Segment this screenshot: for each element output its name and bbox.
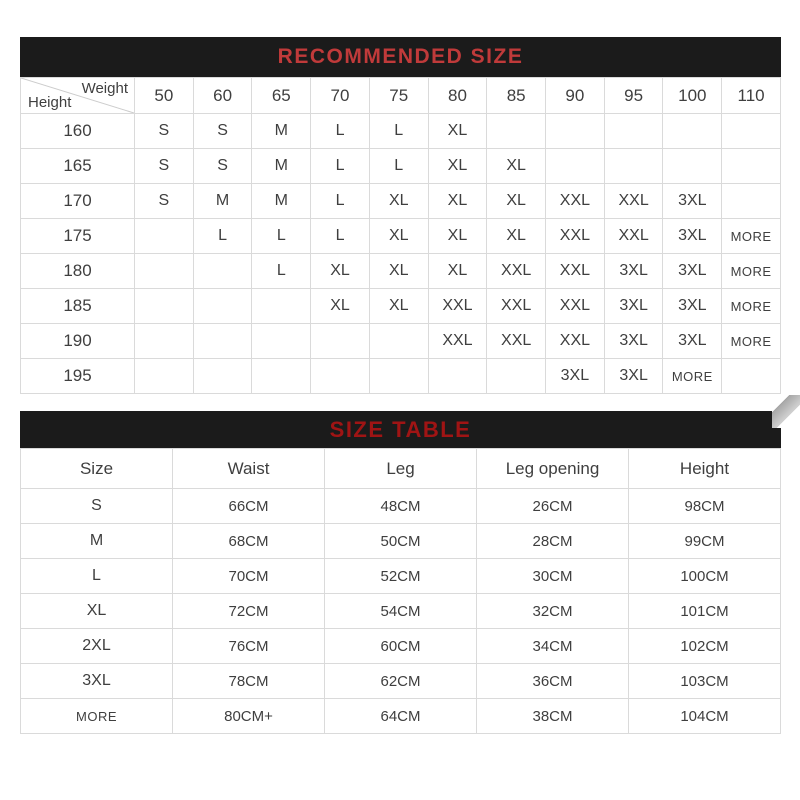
measurement-cell: 64CM <box>325 699 477 734</box>
size-row-header: 3XL <box>21 664 173 699</box>
size-table-column-header: Height <box>629 449 781 489</box>
size-cell <box>604 114 663 149</box>
height-row-header: 175 <box>21 219 135 254</box>
height-row <box>21 219 781 254</box>
measurement-cell: 104CM <box>629 699 781 734</box>
recommended-size-head <box>21 78 781 114</box>
size-cell <box>193 324 252 359</box>
size-table-title-bar <box>20 411 781 448</box>
measurement-cell: 54CM <box>325 594 477 629</box>
weight-column-header: 110 <box>722 78 781 114</box>
weight-column-header: 70 <box>311 78 370 114</box>
size-cell <box>722 149 781 184</box>
size-cell <box>369 359 428 394</box>
size-cell: XXL <box>487 289 546 324</box>
size-cell <box>252 324 311 359</box>
size-cell <box>135 324 194 359</box>
size-cell: XXL <box>546 219 605 254</box>
height-row-header: 165 <box>21 149 135 184</box>
size-cell: XXL <box>428 324 487 359</box>
size-cell <box>663 114 722 149</box>
measurement-cell: 72CM <box>173 594 325 629</box>
size-cell <box>135 289 194 324</box>
size-cell: XL <box>487 219 546 254</box>
size-cell: L <box>311 219 370 254</box>
size-cell: 3XL <box>604 324 663 359</box>
measurement-cell: 30CM <box>477 559 629 594</box>
size-cell: L <box>252 219 311 254</box>
size-cell: L <box>311 114 370 149</box>
size-cell <box>135 254 194 289</box>
size-cell: XXL <box>604 219 663 254</box>
size-cell: L <box>311 184 370 219</box>
size-cell <box>546 149 605 184</box>
size-cell: XL <box>428 114 487 149</box>
measurement-cell: 50CM <box>325 524 477 559</box>
size-cell: XL <box>369 219 428 254</box>
measurement-cell: 102CM <box>629 629 781 664</box>
size-cell <box>135 219 194 254</box>
size-cell <box>311 324 370 359</box>
size-cell <box>135 359 194 394</box>
size-cell: XL <box>428 149 487 184</box>
size-table-row <box>21 594 781 629</box>
measurement-cell: 32CM <box>477 594 629 629</box>
size-cell: M <box>252 184 311 219</box>
measurement-cell: 70CM <box>173 559 325 594</box>
size-row-header: L <box>21 559 173 594</box>
size-cell: XL <box>428 219 487 254</box>
size-cell <box>428 359 487 394</box>
size-cell <box>193 254 252 289</box>
size-cell: MORE <box>722 219 781 254</box>
size-cell: XL <box>487 184 546 219</box>
height-row <box>21 184 781 219</box>
size-cell <box>487 114 546 149</box>
size-cell: 3XL <box>663 184 722 219</box>
size-table-column-header: Leg opening <box>477 449 629 489</box>
recommended-size-title: RECOMMENDED SIZE <box>277 45 524 68</box>
measurement-cell: 99CM <box>629 524 781 559</box>
size-cell: XL <box>369 289 428 324</box>
recommended-size-body <box>21 114 781 394</box>
corner-weight-label: Weight <box>81 80 128 97</box>
size-table-head <box>21 449 781 489</box>
height-row-header: 190 <box>21 324 135 359</box>
size-cell: 3XL <box>604 254 663 289</box>
measurement-cell: 34CM <box>477 629 629 664</box>
size-cell: XXL <box>546 289 605 324</box>
size-cell: XXL <box>546 184 605 219</box>
size-cell <box>663 149 722 184</box>
size-cell: MORE <box>722 254 781 289</box>
height-row <box>21 324 781 359</box>
recommended-size-table <box>20 77 781 394</box>
size-cell: L <box>311 149 370 184</box>
measurement-cell: 28CM <box>477 524 629 559</box>
size-cell: XL <box>369 184 428 219</box>
size-cell: M <box>193 184 252 219</box>
size-cell: XL <box>428 184 487 219</box>
height-weight-corner-cell <box>21 78 135 114</box>
measurement-cell: 36CM <box>477 664 629 699</box>
size-cell: MORE <box>722 324 781 359</box>
size-cell: MORE <box>722 289 781 324</box>
size-table-row <box>21 559 781 594</box>
size-table-column-header: Leg <box>325 449 477 489</box>
size-cell: XL <box>311 289 370 324</box>
weight-column-header: 65 <box>252 78 311 114</box>
size-cell: XXL <box>546 324 605 359</box>
weight-column-header: 80 <box>428 78 487 114</box>
measurement-cell: 103CM <box>629 664 781 699</box>
measurement-cell: 48CM <box>325 489 477 524</box>
size-cell <box>252 359 311 394</box>
height-row <box>21 149 781 184</box>
size-row-header: S <box>21 489 173 524</box>
height-row <box>21 289 781 324</box>
measurement-cell: 52CM <box>325 559 477 594</box>
size-cell <box>193 289 252 324</box>
size-cell: XL <box>311 254 370 289</box>
measurement-cell: 78CM <box>173 664 325 699</box>
measurement-cell: 66CM <box>173 489 325 524</box>
size-cell: XL <box>487 149 546 184</box>
height-row-header: 185 <box>21 289 135 324</box>
size-cell: XXL <box>487 254 546 289</box>
size-cell <box>722 184 781 219</box>
weight-column-header: 60 <box>193 78 252 114</box>
size-cell: L <box>369 114 428 149</box>
height-row-header: 170 <box>21 184 135 219</box>
size-table <box>20 448 781 734</box>
size-cell: S <box>135 114 194 149</box>
measurement-cell: 76CM <box>173 629 325 664</box>
size-cell: 3XL <box>604 359 663 394</box>
size-row-header: 2XL <box>21 629 173 664</box>
size-cell: 3XL <box>604 289 663 324</box>
page-fold-artifact <box>772 395 800 428</box>
size-cell: S <box>135 184 194 219</box>
weight-column-header: 90 <box>546 78 605 114</box>
size-cell <box>193 359 252 394</box>
height-row-header: 195 <box>21 359 135 394</box>
measurement-cell: 80CM+ <box>173 699 325 734</box>
measurement-cell: 101CM <box>629 594 781 629</box>
weight-header-row <box>21 78 781 114</box>
measurement-cell: 26CM <box>477 489 629 524</box>
size-cell: 3XL <box>663 219 722 254</box>
size-cell: S <box>193 149 252 184</box>
size-cell: XL <box>369 254 428 289</box>
height-row-header: 180 <box>21 254 135 289</box>
size-table-row <box>21 524 781 559</box>
measurement-cell: 68CM <box>173 524 325 559</box>
size-cell: XL <box>428 254 487 289</box>
size-cell <box>487 359 546 394</box>
weight-column-header: 100 <box>663 78 722 114</box>
height-row <box>21 114 781 149</box>
recommended-size-title-bar <box>20 37 781 77</box>
size-row-header: XL <box>21 594 173 629</box>
size-cell: XXL <box>546 254 605 289</box>
size-table-row <box>21 629 781 664</box>
size-cell: L <box>369 149 428 184</box>
size-table-column-header: Waist <box>173 449 325 489</box>
size-cell <box>311 359 370 394</box>
size-cell: L <box>252 254 311 289</box>
size-cell <box>369 324 428 359</box>
height-row <box>21 254 781 289</box>
size-table-body <box>21 489 781 734</box>
size-row-header: MORE <box>21 699 173 734</box>
measurement-cell: 62CM <box>325 664 477 699</box>
size-cell: S <box>193 114 252 149</box>
weight-column-header: 95 <box>604 78 663 114</box>
size-cell: M <box>252 114 311 149</box>
size-cell <box>722 114 781 149</box>
size-cell <box>546 114 605 149</box>
size-cell: 3XL <box>546 359 605 394</box>
size-cell: 3XL <box>663 254 722 289</box>
size-table-row <box>21 699 781 734</box>
size-cell: MORE <box>663 359 722 394</box>
size-cell: XXL <box>428 289 487 324</box>
measurement-cell: 38CM <box>477 699 629 734</box>
recommended-size-section <box>20 37 781 394</box>
height-row-header: 160 <box>21 114 135 149</box>
size-cell: XXL <box>487 324 546 359</box>
size-table-row <box>21 664 781 699</box>
measurement-cell: 60CM <box>325 629 477 664</box>
size-table-column-header: Size <box>21 449 173 489</box>
size-row-header: M <box>21 524 173 559</box>
measurement-cell: 98CM <box>629 489 781 524</box>
size-table-header-row <box>21 449 781 489</box>
size-cell: XXL <box>604 184 663 219</box>
size-cell: M <box>252 149 311 184</box>
weight-column-header: 85 <box>487 78 546 114</box>
size-cell: L <box>193 219 252 254</box>
height-row <box>21 359 781 394</box>
measurement-cell: 100CM <box>629 559 781 594</box>
size-table-title: SIZE TABLE <box>329 416 472 442</box>
size-table-section <box>20 411 781 734</box>
size-cell: 3XL <box>663 324 722 359</box>
size-cell <box>252 289 311 324</box>
size-cell: S <box>135 149 194 184</box>
size-table-row <box>21 489 781 524</box>
weight-column-header: 75 <box>369 78 428 114</box>
size-cell: 3XL <box>663 289 722 324</box>
size-cell <box>722 359 781 394</box>
size-cell <box>604 149 663 184</box>
weight-column-header: 50 <box>135 78 194 114</box>
corner-height-label: Height <box>28 94 72 111</box>
